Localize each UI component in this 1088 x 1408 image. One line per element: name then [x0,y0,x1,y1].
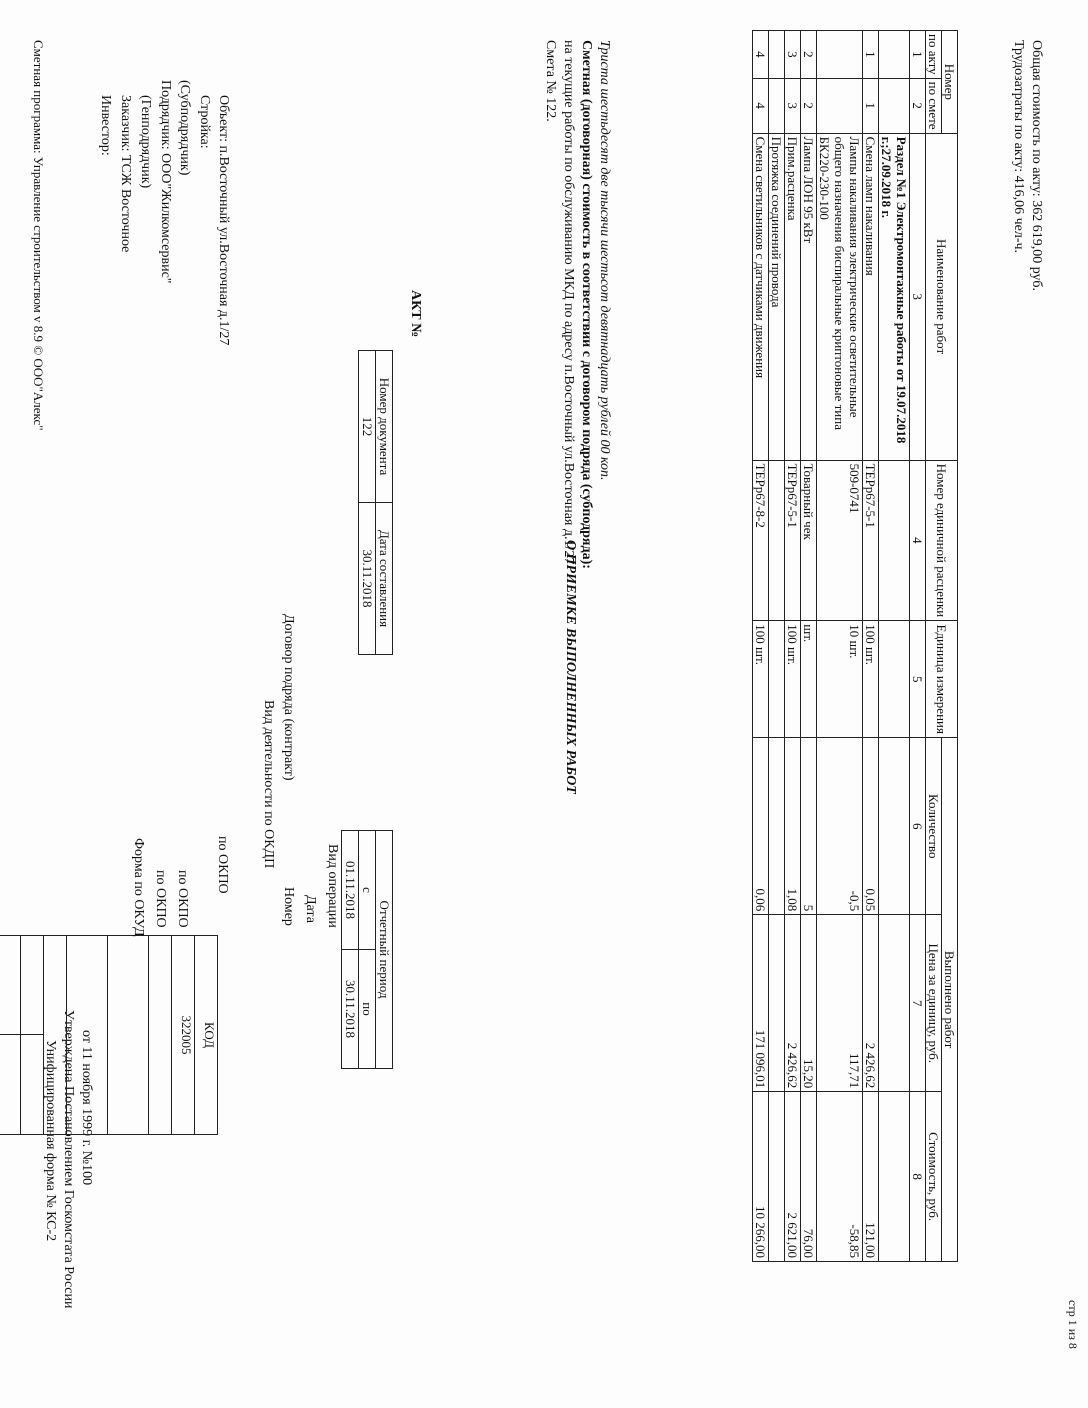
h-by-estimate: по смете [926,78,942,133]
row-qty: 5 [801,738,817,915]
doc-number-value: 122 [359,351,376,503]
row-name: Лампы накаливания электрические осветительные общего назначения биспиральные криптоновые типа БК220-230-100 [817,133,863,460]
okpo-cell-1 [149,936,172,1135]
row-qty: 1,08 [785,738,801,915]
h-done: Выполнено работ [942,738,958,1262]
col-num: 7 [910,915,926,1092]
row-price: 15,20 [801,915,817,1092]
contract-label: Договор подряда (контракт) [281,614,296,781]
row-estimate-number [817,78,863,133]
col-num: 1 [910,31,926,79]
smeta-number: Смета № 122. [543,40,558,122]
cost-line: Сметная (договорная) стоимость в соответствии с договором подряда (субподряда): [579,40,594,569]
h-unit: Единица измерения [926,621,958,738]
section-title: Раздел №1 Электромонтажные работы от 19.07.2018 г.;27.09.2018 г. [879,133,910,460]
row-cost: 76,00 [801,1092,817,1262]
row-price [769,915,785,1092]
cost-in-words: Триста шестьдесят две тысячи шестьсот девятнадцать рублей 00 коп. [597,40,612,481]
row-rate: 509-0741 [817,460,863,621]
act-title: АКТ № [408,290,423,338]
table-row [769,31,785,1262]
row-price: 171 096,01 [753,915,769,1092]
contract-number-label: Номер [281,887,296,926]
col-num: 6 [910,738,926,915]
row-name: Прим.расценка [785,133,801,460]
object-label: Объект: п.Восточный ул.Восточная д.1/27 [216,95,231,346]
row-name: Протяжка соединений провода [769,133,785,460]
labor-total: Трудозатраты по акту: 416,06 чел-ч. [1011,40,1026,254]
cost-total: Общая стоимость по акту: 362 619,00 руб. [1029,40,1044,291]
h-by-act: по акту [926,31,942,79]
row-cost: -58,85 [817,1092,863,1262]
row-rate: ТЕРр67-5-1 [785,460,801,621]
doc-date-value: 30.11.2018 [359,503,376,655]
row-cost: 2 621,00 [785,1092,801,1262]
row-act-number: 4 [753,31,769,79]
row-qty: 0,06 [753,738,769,915]
row-act-number [769,31,785,79]
okpo-cell-2 [108,936,149,1135]
form-line-1: Унифицированная форма № КС-2 [43,1040,58,1242]
customer-label: Заказчик: ТСЖ Восточное [118,95,133,253]
row-unit: 100 шт. [753,621,769,738]
col-num: 8 [910,1092,926,1262]
row-name: Смена ламп накаливания [863,133,879,460]
row-estimate-number: 2 [801,78,817,133]
row-rate: ТЕРр67-8-2 [753,460,769,621]
contract-date-cells [0,936,21,1135]
works-table-body [752,30,958,1262]
page-number: стр 1 из 8 [1066,1300,1080,1349]
col-num: 5 [910,621,926,738]
period-from-label: с [359,831,376,950]
row-estimate-number: 1 [863,78,879,133]
form-line-3: от 11 ноября 1999 г. №100 [79,1030,94,1186]
row-rate [769,460,785,621]
period-table [341,830,393,1069]
gencontractor-label: (Генподрядчик) [138,95,153,189]
table-row [817,31,863,1262]
col-num: 2 [910,78,926,133]
row-unit: 10 шт. [817,621,863,738]
okud-label: Форма по ОКУД [131,838,146,937]
h-price: Цена за единицу, руб. [926,915,942,1092]
row-qty [769,738,785,915]
h-qty: Количество [926,738,942,915]
operation-label: Вид операции [325,844,340,928]
row-name: Смена светильников с датчиками движения [753,133,769,460]
row-price: 117,71 [817,915,863,1092]
col-num: 4 [910,460,926,621]
form-line-2: Утверждена Постановлением Госкомстата России [61,1010,76,1309]
row-qty: -0,5 [817,738,863,915]
code-title: КОД [195,936,218,1135]
row-cost: 10 266,00 [753,1092,769,1262]
okpo-cell-3 [67,936,108,1135]
contractor-label: Подрядчик: ООО"Жилкомсервис" [158,80,173,284]
contract-date-label: Дата [303,895,318,923]
row-act-number: 3 [785,31,801,79]
doc-number-header: Номер документа [376,351,393,503]
row-unit: 100 шт. [863,621,879,738]
row-estimate-number [769,78,785,133]
period-header: Отчетный период [376,831,393,1069]
investor-label: Инвестор: [98,95,113,156]
contract-cells [21,936,44,1135]
table-row [785,31,801,1262]
okud-value: 322005 [172,936,195,1135]
row-price: 2 426,62 [863,915,879,1092]
act-subtitle: О ПРИЕМКЕ ВЫПОЛНЕННЫХ РАБОТ [563,540,578,794]
software-note: Сметная программа: Управление строительством v 8.9 © ООО"Алекс" [31,40,46,431]
works-description: на текущие работы по обслуживанию МКД по адресу п.Восточный ул.Восточная д.1/27 [561,40,576,565]
h-number: Номер [942,31,958,134]
okpo-label-1: по ОКПО [153,870,168,928]
okdp-label: Вид деятельности по ОКДП [261,700,276,869]
row-name: Лампа ЛОН 95 кВт [801,133,817,460]
col-num: 3 [910,133,926,460]
row-rate: ТЕРр67-5-1 [863,460,879,621]
row-cost [769,1092,785,1262]
okpo-label-3: по ОКПО [215,836,230,894]
row-unit: шт. [801,621,817,738]
okpo-label-2: по ОКПО [175,870,190,928]
subcontractor-label: (Субподрядчик) [177,80,192,176]
h-cost: Стоимость, руб. [926,1092,942,1262]
h-name: Наименование работ [926,133,958,460]
h-rate: Номер единичной расценки [926,460,958,621]
table-row [801,31,817,1262]
row-rate: Товарный чек [801,460,817,621]
row-act-number [817,31,863,79]
table-row [863,31,879,1262]
row-qty: 0,05 [863,738,879,915]
row-act-number: 2 [801,31,817,79]
period-to-value: 30.11.2018 [342,950,359,1069]
okdp-cell [44,936,67,1135]
row-unit [769,621,785,738]
row-estimate-number: 4 [753,78,769,133]
table-row [753,31,769,1262]
row-estimate-number: 3 [785,78,801,133]
row-act-number: 1 [863,31,879,79]
construction-label: Стройка: [197,95,212,149]
row-cost: 121,00 [863,1092,879,1262]
row-price: 2 426,62 [785,915,801,1092]
doc-date-header: Дата составления [376,503,393,655]
period-from-value: 01.11.2018 [342,831,359,950]
codes-table [0,935,218,1135]
row-unit: 100 шт. [785,621,801,738]
period-to-label: по [359,950,376,1069]
doc-number-table [358,350,393,655]
